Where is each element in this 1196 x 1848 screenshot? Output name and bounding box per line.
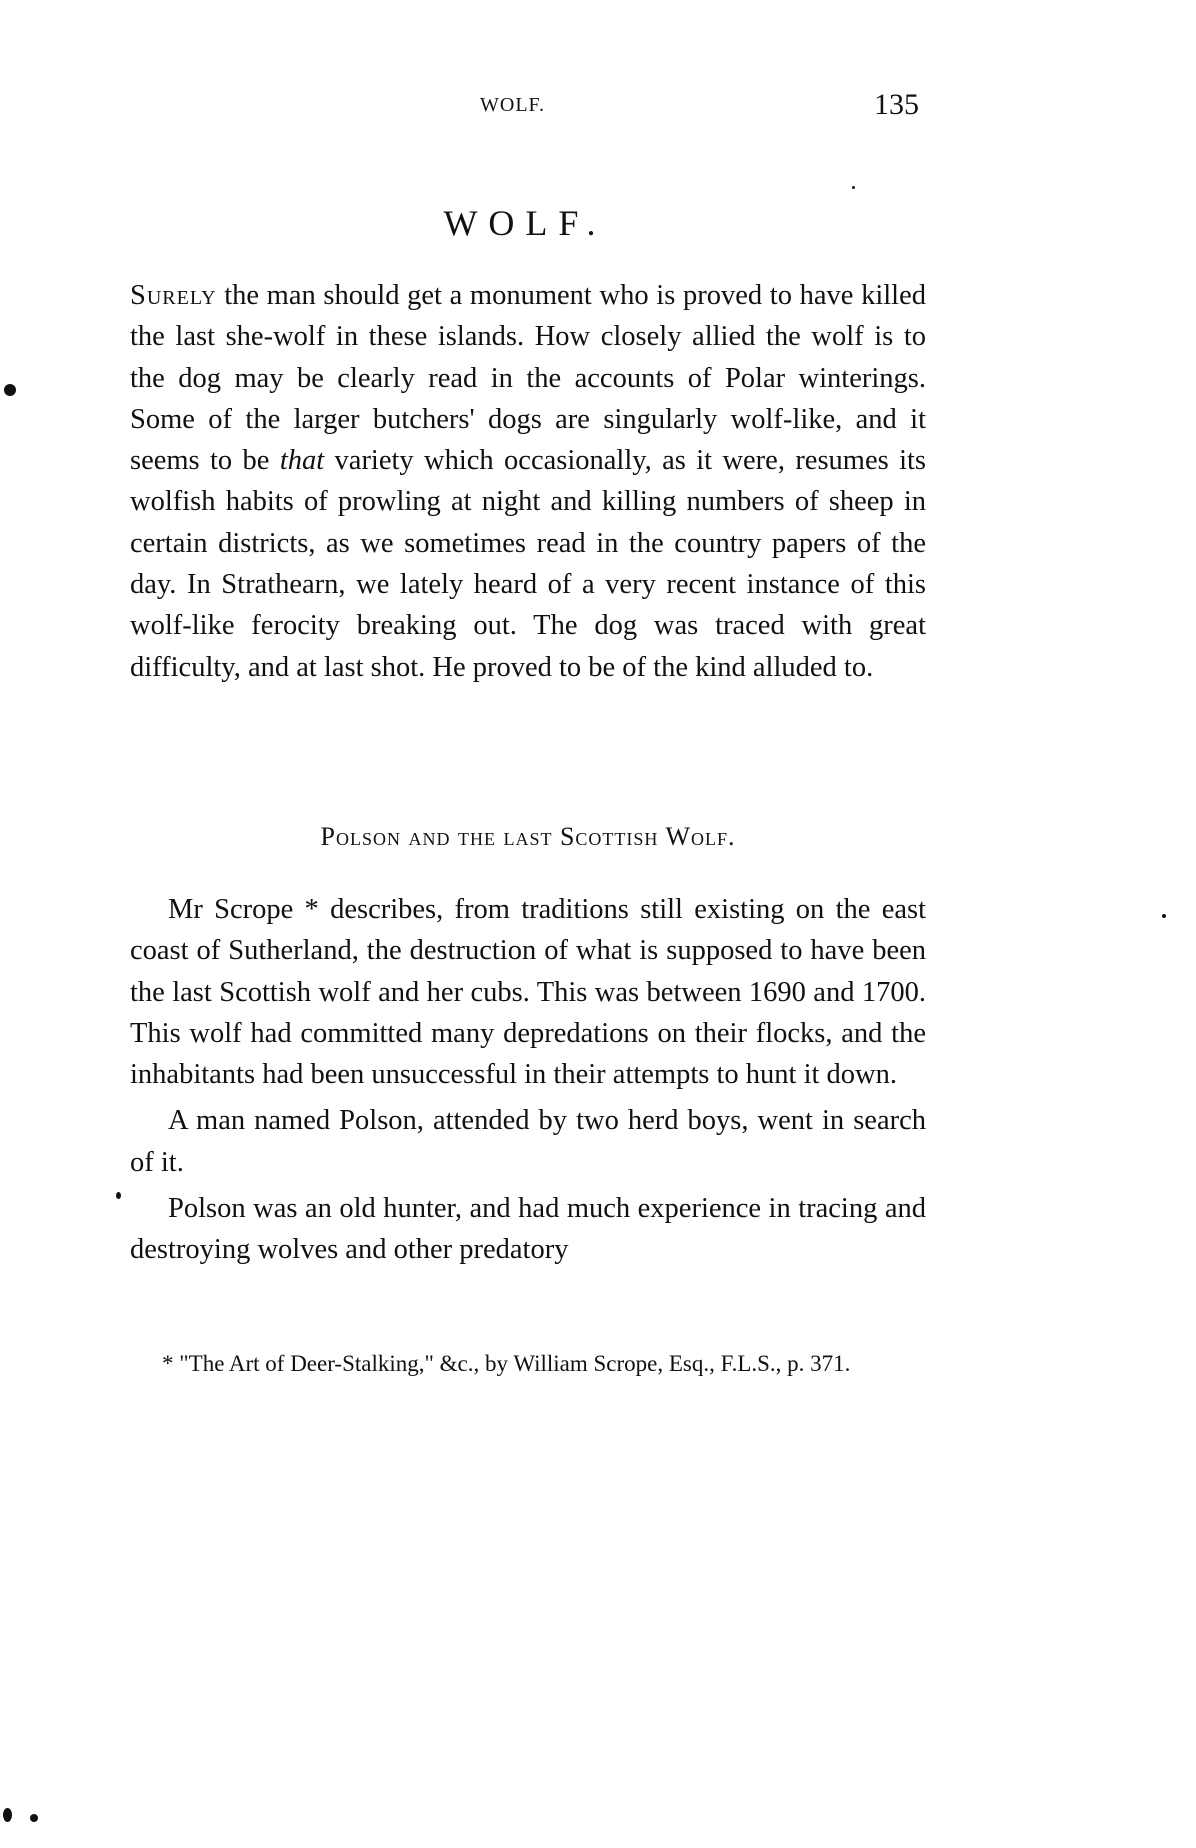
footnote [130, 1348, 950, 1379]
intro-paragraph [130, 275, 926, 688]
ink-speck [30, 1814, 38, 1822]
paragraph-lead-word: Surely [130, 280, 217, 311]
section-title: Polson and the last Scottish Wolf. [320, 822, 736, 851]
footnote-text: * "The Art of Deer-Stalking," &c., by William Scrope, Esq., F.L.S., p. 371. [162, 1351, 851, 1376]
ink-speck [1162, 914, 1166, 918]
ink-speck [4, 384, 16, 396]
section-body [130, 889, 926, 1271]
section-paragraph: Polson was an old hunter, and had much experience in tracing and destroying wolves and other predatory [130, 1193, 926, 1266]
section-paragraph: A man named Polson, attended by two herd boys, went in search of it. [130, 1105, 926, 1178]
emphasized-word: that [279, 445, 325, 477]
running-head [0, 88, 1196, 128]
paragraph-text-part-1: the man should get a monument who is proved to have killed the last she-wolf in these islands. How closely allied the wolf is to the dog may be clearly read in the accounts of Polar winterings. Some of the larger butchers' dogs are singularly wolf-like, and it seems to be [130, 280, 926, 477]
running-title: WOLF. [480, 94, 546, 116]
ink-speck [3, 1808, 12, 1822]
section-paragraph: Mr Scrope * describes, from traditions still existing on the east coast of Sutherland, the destruction of what is supposed to have been the last Scottish wolf and her cubs. This was between 1690 and 1700. This wolf had committed many depredations on their flocks, and the inhabitants had been unsuccessful in their attempts to hunt it down. [130, 894, 926, 1091]
ink-speck [852, 186, 855, 189]
ink-speck [116, 1192, 121, 1199]
paragraph-text-part-2: variety which occasionally, as it were, resumes its wolfish habits of prowling at night and killing numbers of sheep in certain districts, as we sometimes read in the country papers of the day. In Strathearn, we lately heard of a very recent instance of this wolf-like ferocity breaking out. The dog was traced with great difficulty, and at last shot. He proved to be of the kind alluded to. [130, 445, 927, 683]
page-number: 135 [874, 88, 919, 121]
chapter-title: WOLF. [443, 203, 607, 243]
